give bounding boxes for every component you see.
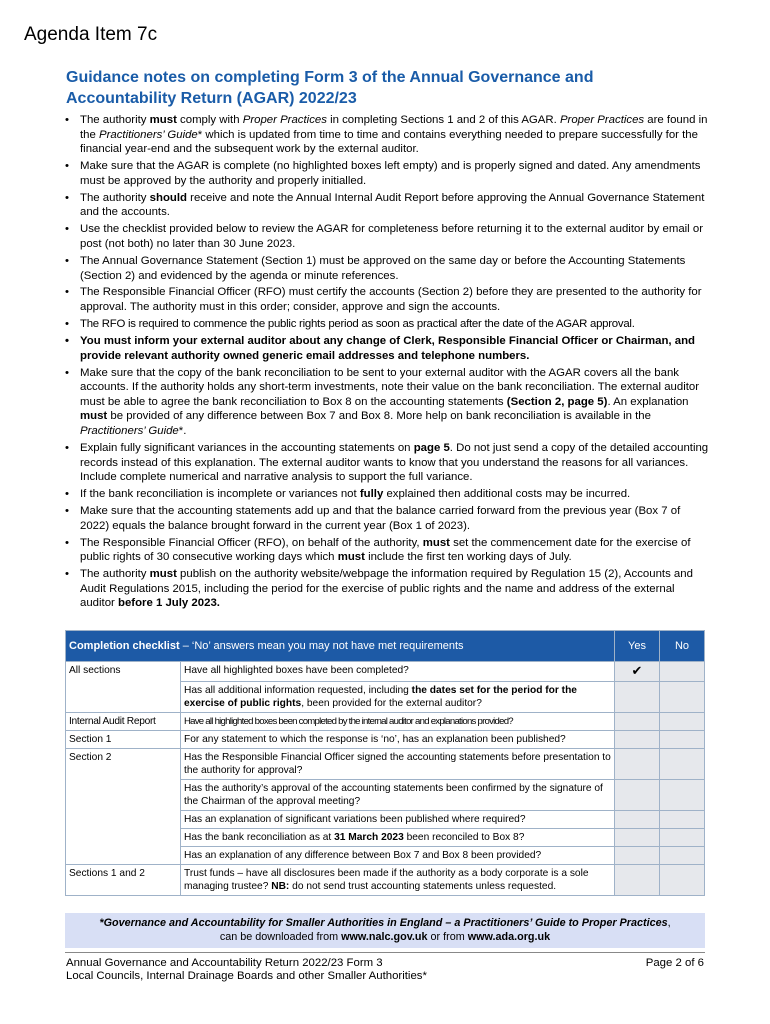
page-number: Page 2 of 6 [645,957,704,969]
list-item: • The authority must publish on the authority website/webpage the information required by Regulation 15 (2), Accounts and Audit Regulations 2015, including the period for the exercise of public rights and the name and address of the external auditor before 1 July 2023. [62,567,712,611]
list-item: • Make sure that the AGAR is complete (no highlighted boxes left empty) and is properly signed and dated. Any amendments must be approved by the authority and properly initialled. [62,159,712,188]
yes-checkbox[interactable] [615,731,660,749]
list-item: • The RFO is required to commence the public rights period as soon as practical after the date of the AGAR approval. [62,317,712,332]
no-checkbox[interactable] [660,731,705,749]
checklist-question: Has the Responsible Financial Officer signed the accounting statements before presentation to the authority for approval? [181,749,615,780]
checklist-question: Has all additional information requested, including the dates set for the period for the exercise of public rights, been provided for the external auditor? [181,682,615,713]
no-checkbox[interactable] [660,749,705,780]
list-item: • You must inform your external auditor about any change of Clerk, Responsible Financial Officer or Chairman, and provide relevant authority owned generic email addresses and telephone numbers. [62,334,712,363]
checklist-question: Have all highlighted boxes have been completed? [181,662,615,682]
list-item: • If the bank reconciliation is incomplete or variances not fully explained then additional costs may be incurred. [62,487,712,502]
checklist-question: Has the authority’s approval of the accounting statements been confirmed by the signature of the Chairman of the approval meeting? [181,780,615,811]
list-item: • Explain fully significant variances in the accounting statements on page 5. Do not just send a copy of the detailed accounting records instead of this explanation. The external auditor wants to know that you understand the reasons for all variances. Include complete numerical and narrative analysis to support the full variance. [62,441,712,485]
list-item: • The Responsible Financial Officer (RFO) must certify the accounts (Section 2) before they are presented to the authority for approval. The authority must in this order; consider, approve and sign the accounts. [62,285,712,314]
checklist-question: For any statement to which the response is ‘no’, has an explanation been published? [181,731,615,749]
checklist-question: Trust funds – have all disclosures been made if the authority as a body corporate is a sole managing trustee? NB: do not send trust accounting statements unless requested. [181,865,615,896]
no-checkbox[interactable] [660,829,705,847]
footer-audience: Local Councils, Internal Drainage Boards and other Smaller Authorities* [66,970,427,982]
list-item: • Make sure that the accounting statements add up and that the balance carried forward from the previous year (Box 7 of 2022) equals the balance brought forward in the current year (Box 1 of 2023). [62,504,712,533]
footer-left [66,957,427,983]
yes-checkbox[interactable] [615,811,660,829]
yes-checkbox[interactable] [615,847,660,865]
section-label: Internal Audit Report [66,713,181,731]
checklist-question: Has the bank reconciliation as at 31 March 2023 been reconciled to Box 8? [181,829,615,847]
yes-checkbox[interactable] [615,865,660,896]
table-row [66,749,705,780]
checklist-title: Completion checklist – ‘No’ answers mean you may not have met requirements [66,631,615,662]
table-row [66,662,705,682]
list-item: • The authority must comply with Proper Practices in completing Sections 1 and 2 of this AGAR. Proper Practices are found in the Practitioners’ Guide* which is updated from time to time and contains everything needed to prepare successfully for the financial year-end and the subsequent work by the external auditor. [62,113,712,157]
yes-checkbox[interactable] [615,662,660,682]
yes-checkbox[interactable] [615,780,660,811]
footnote: *Governance and Accountability for Smaller Authorities in England – a Practitioners’ Guide to Proper Practices, can be downloaded from www.nalc.gov.uk or from www.ada.org.uk [65,913,705,948]
section-label: Section 1 [66,731,181,749]
no-checkbox[interactable] [660,780,705,811]
yes-checkbox[interactable] [615,749,660,780]
checklist-question: Has an explanation of any difference between Box 7 and Box 8 been provided? [181,847,615,865]
list-item: • Make sure that the copy of the bank reconciliation to be sent to your external auditor with the AGAR covers all the bank accounts. If the authority holds any short-term investments, note their value on the bank reconciliation. The external auditor must be able to agree the bank reconciliation to Box 8 on the accounting statements (Section 2, page 5). An explanation must be provided of any difference between Box 7 and Box 8. More help on bank reconciliation is available in the Practitioners’ Guide*. [62,366,712,439]
checklist-question: Has an explanation of significant variations been published where required? [181,811,615,829]
section-label: All sections [66,662,181,713]
yes-checkbox[interactable] [615,713,660,731]
list-item: • The Annual Governance Statement (Section 1) must be approved on the same day or before the Accounting Statements (Section 2) and evidenced by the agenda or minute references. [62,254,712,283]
page-title: Guidance notes on completing Form 3 of the Annual Governance and Accountability Return (AGAR) 2022/23 [66,69,594,107]
no-checkbox[interactable] [660,682,705,713]
section-label: Sections 1 and 2 [66,865,181,896]
table-row [66,865,705,896]
completion-checklist [65,630,705,896]
table-row [66,713,705,731]
ada-link[interactable]: www.ada.org.uk [467,931,551,943]
agenda-item-label: Agenda Item 7c [24,24,158,45]
yes-checkbox[interactable] [615,682,660,713]
nalc-link[interactable]: www.nalc.gov.uk [341,931,428,943]
list-item: • Use the checklist provided below to review the AGAR for completeness before returning it to the external auditor by email or post (not both) no later than 30 June 2023. [62,222,712,251]
footer-form-title: Annual Governance and Accountability Return 2022/23 Form 3 [66,957,383,969]
no-checkbox[interactable] [660,865,705,896]
list-item: • The Responsible Financial Officer (RFO), on behalf of the authority, must set the commencement date for the exercise of public rights of 30 consecutive working days which must include the first ten working days of July. [62,536,712,565]
yes-checkbox[interactable] [615,829,660,847]
no-checkbox[interactable] [660,662,705,682]
guidance-list [62,113,712,613]
no-checkbox[interactable] [660,811,705,829]
checklist-header [66,631,705,662]
check-mark-icon: ✔ [631,663,643,678]
footer-divider [65,952,705,953]
list-item: • The authority should receive and note the Annual Internal Audit Report before approving the Annual Governance Statement and the accounts. [62,191,712,220]
section-label: Section 2 [66,749,181,865]
yes-column-header: Yes [615,631,660,662]
no-checkbox[interactable] [660,847,705,865]
no-checkbox[interactable] [660,713,705,731]
no-column-header: No [660,631,705,662]
checklist-question: Have all highlighted boxes been completed by the internal auditor and explanations provided? [181,713,615,731]
table-row [66,731,705,749]
